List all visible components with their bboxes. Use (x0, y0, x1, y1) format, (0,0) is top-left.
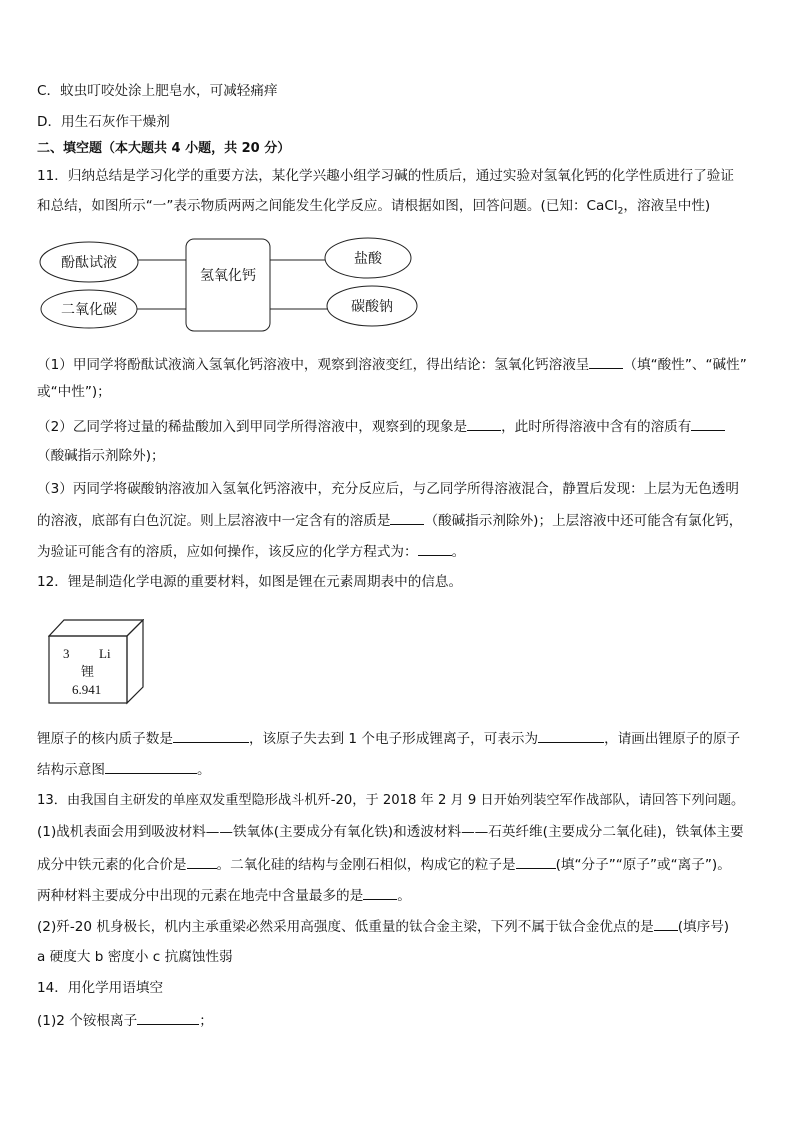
q13-part1-line1: (1)战机表面会用到吸波材料——铁氧体(主要成分有氧化铁)和透波材料——石英纤维(主要成分二氧化硅)，铁氧体主要 (37, 824, 744, 840)
q13-part1-text-d: 两种材料主要成分中出现的元素在地壳中含量最多的是 (37, 888, 364, 904)
answer-blank[interactable] (105, 759, 197, 774)
q11-part3-line3 (37, 541, 465, 562)
label-carbon-dioxide: 二氧化碳 (61, 302, 117, 318)
q12-text-d: 结构示意图 (37, 762, 105, 778)
q11-part3-text-b: （酸碱指示剂除外)；上层溶液中还可能含有氯化钙， (424, 513, 743, 529)
q13-part1-line3 (37, 885, 411, 906)
q11-part1-line2: 或“中性”)； (37, 384, 111, 400)
q12-line1 (37, 728, 740, 749)
q11-part2-line1 (37, 416, 725, 437)
element-name: 锂 (81, 665, 95, 680)
answer-blank[interactable] (363, 885, 397, 900)
answer-blank[interactable] (187, 854, 217, 869)
answer-blank[interactable] (467, 416, 501, 431)
q12-text-a: 锂原子的核内质子数是 (37, 731, 173, 747)
q11-part1-line1 (37, 354, 747, 375)
q12-stem: 12．锂是制造化学电源的重要材料，如图是锂在元素周期表中的信息。 (37, 574, 463, 590)
q12-text-b: ，该原子失去到 1 个电子形成锂离子，可表示为 (248, 731, 539, 747)
q13-part2-line1 (37, 916, 729, 937)
q11-part1-text-a: （1）甲同学将酚酞试液滴入氢氧化钙溶液中，观察到溶液变红，得出结论：氢氧化钙溶液呈 (37, 357, 590, 373)
answer-blank[interactable] (691, 416, 725, 431)
q14-part1 (37, 1010, 213, 1031)
q11-part3-text-a: 的溶液，底部有白色沉淀。则上层溶液中一定含有的溶质是 (37, 513, 391, 529)
q11-part2-text-b: ，此时所得溶液中含有的溶质有 (501, 419, 692, 435)
q14-part1-text-a: (1)2 个铵根离子 (37, 1013, 138, 1029)
q13-part2-text-b: (填序号) (677, 919, 730, 935)
q11-part1-text-b: （填“酸性”、“碱性” (623, 357, 747, 373)
q11-stem-line2 (37, 196, 710, 222)
answer-blank[interactable] (418, 541, 452, 556)
q13-part1-text-e: 。 (397, 888, 411, 904)
q11-stem-line2-a: 和总结，如图所示“一”表示物质两两之间能发生化学反应。请根据如图，回答问题。(已知：CaCl (37, 198, 618, 214)
label-hydrochloric-acid: 盐酸 (354, 251, 382, 267)
q12-line2 (37, 759, 211, 780)
label-calcium-hydroxide: 氢氧化钙 (200, 268, 256, 284)
answer-blank[interactable] (589, 354, 623, 369)
node-calcium-hydroxide (186, 239, 270, 331)
element-symbol: Li (99, 646, 111, 661)
answer-blank[interactable] (516, 854, 556, 869)
q11-part3-line2 (37, 510, 742, 531)
q13-part1-text-c: (填“分子”“原子”或“离子”)。 (555, 857, 731, 873)
q13-part1-text-a: 成分中铁元素的化合价是 (37, 857, 187, 873)
q13-stem: 13．由我国自主研发的单座双发重型隐形战斗机歼-20，于 2018 年 2 月 9 日开始列装空军作战部队，请回答下列问题。 (37, 793, 745, 808)
q11-stem-line1: 11．归纳总结是学习化学的重要方法，某化学兴趣小组学习碱的性质后，通过实验对氢氧化钙的化学性质进行了验证 (37, 168, 734, 184)
q13-part2-text-a: (2)歼-20 机身极长，机内主承重梁必然采用高强度、低重量的钛合金主梁，下列不属于钛合金优点的是 (37, 919, 654, 935)
q11-stem-line2-b: ，溶液呈中性) (623, 198, 711, 214)
q11-stem-subscript: 2 (617, 206, 624, 217)
element-atomic-mass: 6.941 (72, 682, 102, 697)
answer-blank[interactable] (173, 728, 249, 743)
option-d: D．用生石灰作干燥剂 (37, 114, 170, 130)
answer-blank[interactable] (137, 1010, 199, 1025)
option-c: C．蚊虫叮咬处涂上肥皂水，可减轻痛痒 (37, 83, 278, 99)
label-sodium-carbonate: 碳酸钠 (351, 299, 393, 315)
q14-part1-text-b: ； (199, 1013, 213, 1029)
q13-part2-options: a 硬度大 b 密度小 c 抗腐蚀性弱 (37, 949, 233, 965)
reaction-diagram (38, 234, 423, 334)
q11-part2-text-a: （2）乙同学将过量的稀盐酸加入到甲同学所得溶液中，观察到的现象是 (37, 419, 468, 435)
q13-part1-text-b: 。二氧化硅的结构与金刚石相似，构成它的粒子是 (216, 857, 516, 873)
answer-blank[interactable] (654, 916, 678, 931)
q11-part3-line1: （3）丙同学将碳酸钠溶液加入氢氧化钙溶液中，充分反应后，与乙同学所得溶液混合，静置后发现：上层为无色透明 (37, 481, 739, 497)
q13-part1-line2 (37, 854, 731, 875)
q14-stem: 14．用化学用语填空 (37, 980, 164, 996)
q12-text-c: ，请画出锂原子的原子 (604, 731, 741, 747)
periodic-element-cell (48, 619, 144, 705)
element-atomic-number: 3 (63, 646, 70, 661)
q11-part2-line2: （酸碱指示剂除外)； (37, 448, 165, 464)
q11-part3-text-d: 。 (451, 544, 466, 560)
section-heading: 二、填空题（本大题共 4 小题，共 20 分） (37, 141, 291, 156)
label-phenolphthalein: 酚酞试液 (61, 255, 117, 271)
answer-blank[interactable] (538, 728, 604, 743)
answer-blank[interactable] (390, 510, 424, 525)
q11-part3-text-c: 为验证可能含有的溶质，应如何操作，该反应的化学方程式为： (37, 544, 418, 560)
q12-text-e: 。 (196, 762, 211, 778)
